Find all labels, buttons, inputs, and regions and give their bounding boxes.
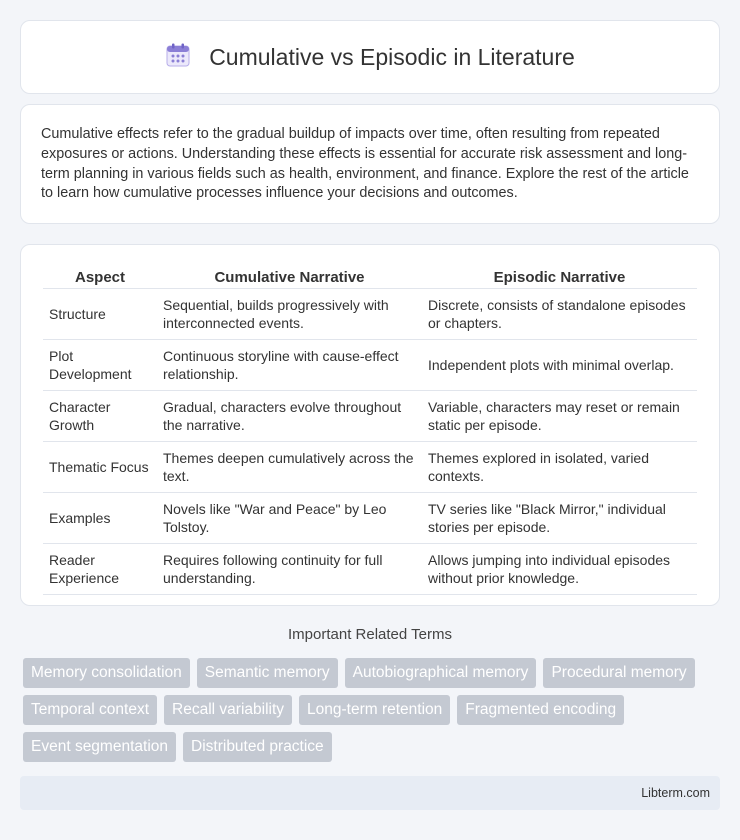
intro-paragraph: Cumulative effects refer to the gradual buildup of impacts over time, often resulting from repeated exposures or actions. Understanding these effects is essential for accurate risk assessment and long-term planning in various fields such as health, environment, and finance. Explore the rest of the article to learn how cumulative processes influence your decisions and outcomes. xyxy=(41,126,689,202)
column-header-aspect: Aspect xyxy=(43,265,157,289)
comparison-table xyxy=(43,265,697,595)
page-title: Cumulative vs Episodic in Literature xyxy=(209,43,575,70)
related-term-tag[interactable]: Event segmentation xyxy=(23,732,176,762)
cell-episodic: Allows jumping into individual episodes without prior knowledge. xyxy=(422,544,697,595)
cell-episodic: Themes explored in isolated, varied contexts. xyxy=(422,442,697,493)
cell-episodic: Variable, characters may reset or remain static per episode. xyxy=(422,391,697,442)
cell-cumulative: Sequential, builds progressively with interconnected events. xyxy=(157,289,422,340)
table-row xyxy=(43,391,697,442)
cell-aspect: Examples xyxy=(43,493,157,544)
cell-cumulative: Gradual, characters evolve throughout the narrative. xyxy=(157,391,422,442)
table-row xyxy=(43,544,697,595)
cell-aspect: Reader Experience xyxy=(43,544,157,595)
table-row xyxy=(43,289,697,340)
cell-aspect: Character Growth xyxy=(43,391,157,442)
related-term-tag[interactable]: Long-term retention xyxy=(299,695,450,725)
header-card xyxy=(20,20,720,94)
calendar-icon xyxy=(165,42,191,73)
related-terms-heading: Important Related Terms xyxy=(288,626,452,643)
related-term-tag[interactable]: Fragmented encoding xyxy=(457,695,624,725)
cell-episodic: TV series like "Black Mirror," individual stories per episode. xyxy=(422,493,697,544)
footer xyxy=(20,776,720,810)
footer-site-link[interactable]: Libterm.com xyxy=(641,786,710,800)
related-term-tag[interactable]: Memory consolidation xyxy=(23,658,190,688)
table-row xyxy=(43,442,697,493)
cell-episodic: Discrete, consists of standalone episodes or chapters. xyxy=(422,289,697,340)
cell-episodic: Independent plots with minimal overlap. xyxy=(422,340,697,391)
related-term-tag[interactable]: Procedural memory xyxy=(543,658,694,688)
related-term-tag[interactable]: Recall variability xyxy=(164,695,292,725)
table-header-row xyxy=(43,265,697,289)
cell-cumulative: Novels like "War and Peace" by Leo Tolstoy. xyxy=(157,493,422,544)
comparison-card xyxy=(20,244,720,606)
cell-aspect: Structure xyxy=(43,289,157,340)
cell-cumulative: Requires following continuity for full understanding. xyxy=(157,544,422,595)
cell-cumulative: Themes deepen cumulatively across the text. xyxy=(157,442,422,493)
related-terms-list xyxy=(23,658,723,762)
column-header-cumulative: Cumulative Narrative xyxy=(157,265,422,289)
intro-card xyxy=(20,104,720,224)
column-header-episodic: Episodic Narrative xyxy=(422,265,697,289)
cell-aspect: Thematic Focus xyxy=(43,442,157,493)
related-term-tag[interactable]: Autobiographical memory xyxy=(345,658,537,688)
cell-aspect: Plot Development xyxy=(43,340,157,391)
table-row xyxy=(43,340,697,391)
related-term-tag[interactable]: Semantic memory xyxy=(197,658,338,688)
table-row xyxy=(43,493,697,544)
related-term-tag[interactable]: Distributed practice xyxy=(183,732,332,762)
related-term-tag[interactable]: Temporal context xyxy=(23,695,157,725)
cell-cumulative: Continuous storyline with cause-effect relationship. xyxy=(157,340,422,391)
